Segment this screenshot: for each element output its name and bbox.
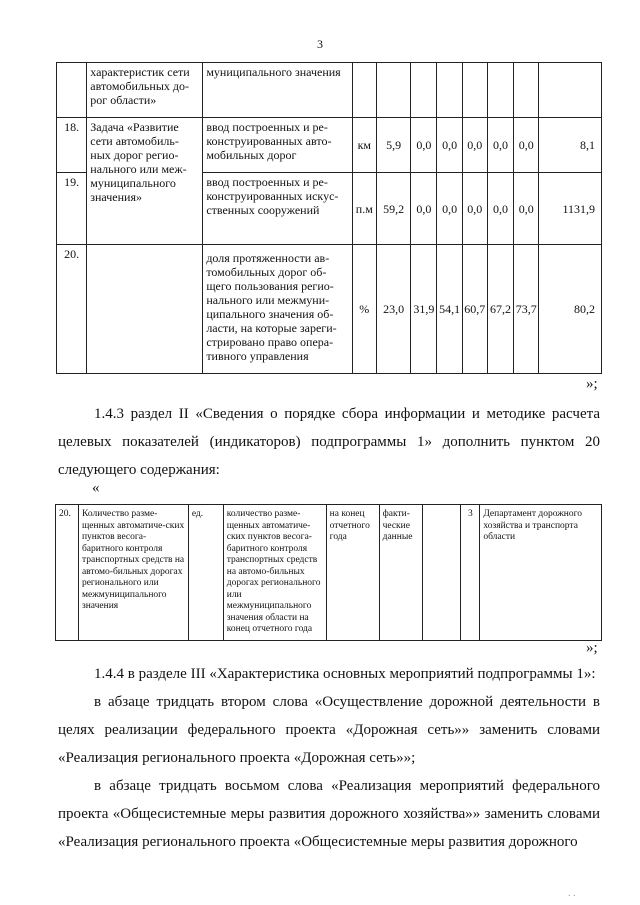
- cell-code: 3: [461, 505, 480, 641]
- cell-method: факти-ческие данные: [379, 505, 422, 641]
- indicators-table: [56, 62, 602, 374]
- cell-value: 0,0: [487, 173, 513, 245]
- cell-value: 0,0: [462, 118, 487, 173]
- cell-value: 0,0: [411, 173, 437, 245]
- cell-definition: количество разме-щенных автоматиче-ских пунктов весога-баритного контроля транспортных средств на автомо-бильных дорогах регионального или межмуниципального значения области на конец отчетного года: [223, 505, 326, 641]
- cell-task: [87, 245, 203, 374]
- paragraph-1-4-3: 1.4.3 раздел II «Сведения о порядке сбора информации и методике расчета целевых показателей (индикаторов) подпрограммы 1» дополнить пунктом 20 следующего содержания:: [58, 406, 600, 478]
- cell-value: 1131,9: [539, 173, 602, 245]
- cell-value: 5,9: [376, 118, 410, 173]
- cell-value: 0,0: [514, 173, 539, 245]
- cell-indicator: доля протяженности ав-томобильных дорог об-щего пользования регио-нального или межмуни-ципального значения об-ласти, на которые зареги-стрировано право опера-тивного управления: [203, 245, 352, 374]
- cell-blank: [422, 505, 461, 641]
- cell-num: [57, 63, 87, 118]
- cell-value: 23,0: [376, 245, 410, 374]
- cell-num: 18.: [57, 118, 87, 173]
- table-row: [57, 245, 602, 374]
- cell-value: 67,2: [487, 245, 513, 374]
- cell-indicator: ввод построенных и ре-конструированных искус-ственных сооружений: [203, 173, 352, 245]
- cell-task: характеристик сети автомобильных до-рог области»: [87, 63, 203, 118]
- cell-num: 20.: [57, 245, 87, 374]
- cell-task: Задача «Развитие сети автомобиль-ных дорог регио-нального или меж-муниципального значения»: [87, 118, 203, 245]
- cell-unit: %: [352, 245, 376, 374]
- cell-unit: ед.: [188, 505, 223, 641]
- paragraph-1-4-4: 1.4.4 в разделе III «Характеристика основных мероприятий подпрограммы 1»:: [94, 666, 596, 682]
- cell-value: 80,2: [539, 245, 602, 374]
- cell-unit: п.м: [352, 173, 376, 245]
- page-number: 3: [317, 37, 323, 51]
- cell-value: 0,0: [487, 118, 513, 173]
- cell-responsible: Департамент дорожного хозяйства и транспорта области: [480, 505, 602, 641]
- cell-value: 8,1: [539, 118, 602, 173]
- closing-quote-2: »;: [586, 640, 598, 656]
- table-row: [57, 118, 602, 173]
- table-row: [57, 63, 602, 118]
- cell-num: 19.: [57, 173, 87, 245]
- cell-value: 0,0: [462, 173, 487, 245]
- paragraph-38: в абзаце тридцать восьмом слова «Реализация мероприятий федерального проекта «Общесистемные меры развития дорожного хозяйства»» заменить словами «Реализация регионального проекта «Общесистемные меры развития дорожного: [58, 778, 600, 850]
- cell-value: 31,9: [411, 245, 437, 374]
- cell-value: 59,2: [376, 173, 410, 245]
- closing-quote: »;: [586, 376, 598, 392]
- cell-indicator: ввод построенных и ре-конструированных авто-мобильных дорог: [203, 118, 352, 173]
- scan-mark: . .: [568, 888, 576, 899]
- cell-value: 54,1: [437, 245, 462, 374]
- cell-num: 20.: [56, 505, 79, 641]
- cell-unit: км: [352, 118, 376, 173]
- cell-value: 0,0: [411, 118, 437, 173]
- cell-name: Количество разме-щенных автоматиче-ских пунктов весога-баритного контроля транспортных средств на автомо-бильных дорогах регионального или межмуниципального значения: [78, 505, 188, 641]
- cell-period: на конец отчетного года: [326, 505, 379, 641]
- cell-indicator: муниципального значения: [203, 63, 352, 118]
- table-row: [56, 505, 602, 641]
- cell-value: 73,7: [514, 245, 539, 374]
- method-table: [55, 504, 602, 641]
- cell-value: 0,0: [437, 173, 462, 245]
- cell-value: 60,7: [462, 245, 487, 374]
- cell-value: 0,0: [437, 118, 462, 173]
- cell-value: 0,0: [514, 118, 539, 173]
- paragraph-32: в абзаце тридцать втором слова «Осуществление дорожной деятельности в целях реализации федерального проекта «Дорожная сеть»» заменить словами «Реализация регионального проекта «Дорожная сеть»»;: [58, 694, 600, 766]
- opening-quote: «: [92, 480, 100, 496]
